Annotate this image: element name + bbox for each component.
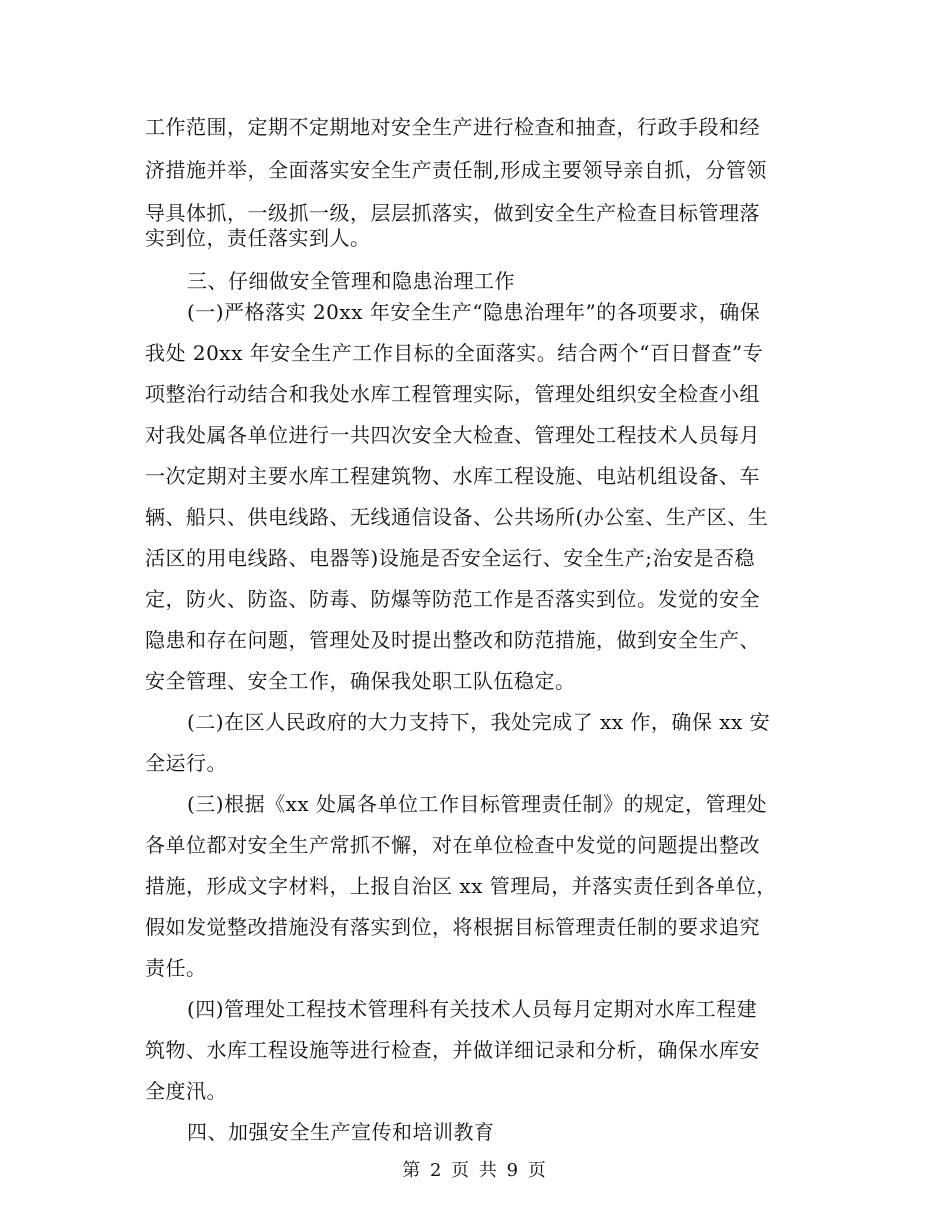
section-heading: 四、加强安全生产宣传和培训教育 <box>187 1120 495 1144</box>
text-line: 责任。 <box>145 956 207 980</box>
text-line: (二)在区人民政府的大力支持下，我处完成了 xx 作，确保 xx 安 <box>187 710 771 734</box>
text-line: 定，防火、防盗、防毒、防爆等防范工作是否落实到位。发觉的安全 <box>145 587 760 611</box>
text-line: 实到位，责任落实到人。 <box>145 226 371 250</box>
text-line: 假如发觉整改措施没有落实到位，将根据目标管理责任制的要求追究 <box>145 915 760 939</box>
text-line: (一)严格落实 20xx 年安全生产“隐患治理年”的各项要求，确保 <box>187 300 761 324</box>
text-line: 措施，形成文字材料，上报自治区 xx 管理局，并落实责任到各单位， <box>145 874 777 898</box>
text-line: 活区的用电线路、电器等)设施是否安全运行、安全生产;治安是否稳 <box>145 546 756 570</box>
text-line: (四)管理处工程技术管理科有关技术人员每月定期对水库工程建 <box>187 997 758 1021</box>
section-heading: 三、仔细做安全管理和隐患治理工作 <box>187 269 515 293</box>
text-line: 辆、船只、供电线路、无线通信设备、公共场所(办公室、生产区、生 <box>145 505 769 529</box>
text-line: 全运行。 <box>145 751 227 775</box>
text-line: (三)根据《xx 处属各单位工作目标管理责任制》的规定，管理处 <box>187 792 768 816</box>
text-line: 项整治行动结合和我处水库工程管理实际，管理处组织安全检查小组 <box>145 382 760 406</box>
text-line: 各单位都对安全生产常抓不懈，对在单位检查中发觉的问题提出整改 <box>145 833 760 857</box>
text-line: 我处 20xx 年安全生产工作目标的全面落实。结合两个“百日督查”专 <box>145 341 764 365</box>
text-line: 筑物、水库工程设施等进行检查，并做详细记录和分析，确保水库安 <box>145 1038 760 1062</box>
text-line: 一次定期对主要水库工程建筑物、水库工程设施、电站机组设备、车 <box>145 464 760 488</box>
text-line: 济措施并举，全面落实安全生产责任制,形成主要领导亲自抓，分管领 <box>145 158 767 182</box>
text-line: 全度汛。 <box>145 1079 227 1103</box>
page-footer: 第 2 页 共 9 页 <box>402 1160 548 1181</box>
text-line: 隐患和存在问题，管理处及时提出整改和防范措施，做到安全生产、 <box>145 628 760 652</box>
text-line: 导具体抓，一级抓一级，层层抓落实，做到安全生产检查目标管理落 <box>145 201 760 225</box>
text-line: 对我处属各单位进行一共四次安全大检查、管理处工程技术人员每月 <box>145 423 760 447</box>
text-line: 工作范围，定期不定期地对安全生产进行检查和抽查，行政手段和经 <box>145 115 760 139</box>
text-line: 安全管理、安全工作，确保我处职工队伍稳定。 <box>145 669 576 693</box>
